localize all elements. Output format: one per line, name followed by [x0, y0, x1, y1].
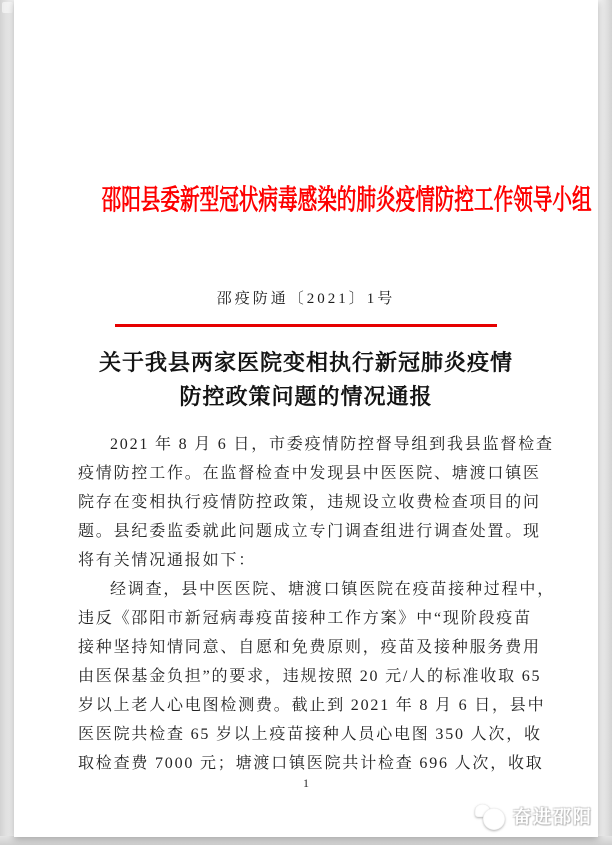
watermark-badge	[475, 799, 593, 833]
body-line: 取检查费 7000 元；塘渡口镇医院共计检查 696 人次，收取	[78, 755, 544, 772]
body-line: 题。县纪委监委就此问题成立专门调查组进行调查处置。现	[78, 523, 541, 540]
body-line: 将有关情况通报如下：	[78, 552, 257, 569]
document-page	[14, 0, 598, 837]
document-reference-number: 邵疫防通〔2021〕1号	[216, 291, 396, 307]
body-line: 经调查，县中医医院、塘渡口镇医院在疫苗接种过程中，	[110, 581, 556, 598]
document-body	[78, 430, 556, 778]
body-line: 医医院共检查 65 岁以上疫苗接种人员心电图 350 人次，收	[78, 726, 542, 743]
red-divider-rule	[115, 324, 497, 327]
page-edge-shadow-right	[598, 0, 612, 845]
body-line: 由医保基金负担”的要求，违规按照 20 元/人的标准收取 65	[78, 668, 542, 685]
watermark-label: 奋进邵阳	[513, 807, 593, 827]
document-title-line-2: 防控政策问题的情况通报	[179, 384, 433, 409]
page-edge-shadow-bottom	[0, 836, 612, 845]
page-number: 1	[303, 776, 309, 790]
body-line: 疫情防控工作。在监督检查中发现县中医医院、塘渡口镇医	[78, 465, 541, 482]
body-line: 2021 年 8 月 6 日，市委疫情防控督导组到我县监督检查	[110, 436, 554, 453]
body-line: 院存在变相执行疫情防控政策，违规设立收费检查项目的问	[78, 494, 541, 511]
document-title-line-1: 关于我县两家医院变相执行新冠肺炎疫情	[98, 350, 513, 375]
body-line: 违反《邵阳市新冠病毒疫苗接种工作方案》中“现阶段疫苗	[78, 610, 532, 627]
document-title	[14, 346, 598, 414]
red-org-header: 邵阳县委新型冠状病毒感染的肺炎疫情防控工作领导小组	[101, 185, 592, 216]
body-line: 岁以上老人心电图检测费。截止到 2021 年 8 月 6 日，县中	[78, 697, 546, 714]
shaoyang-emblem-icon	[475, 802, 505, 830]
page-edge-shadow-left	[0, 0, 15, 845]
paragraph-1	[78, 430, 554, 575]
paragraph-2	[78, 575, 556, 778]
body-line: 接种坚持知情同意、自愿和免费原则，疫苗及接种服务费用	[78, 639, 541, 656]
corner-artifact	[2, 2, 13, 13]
